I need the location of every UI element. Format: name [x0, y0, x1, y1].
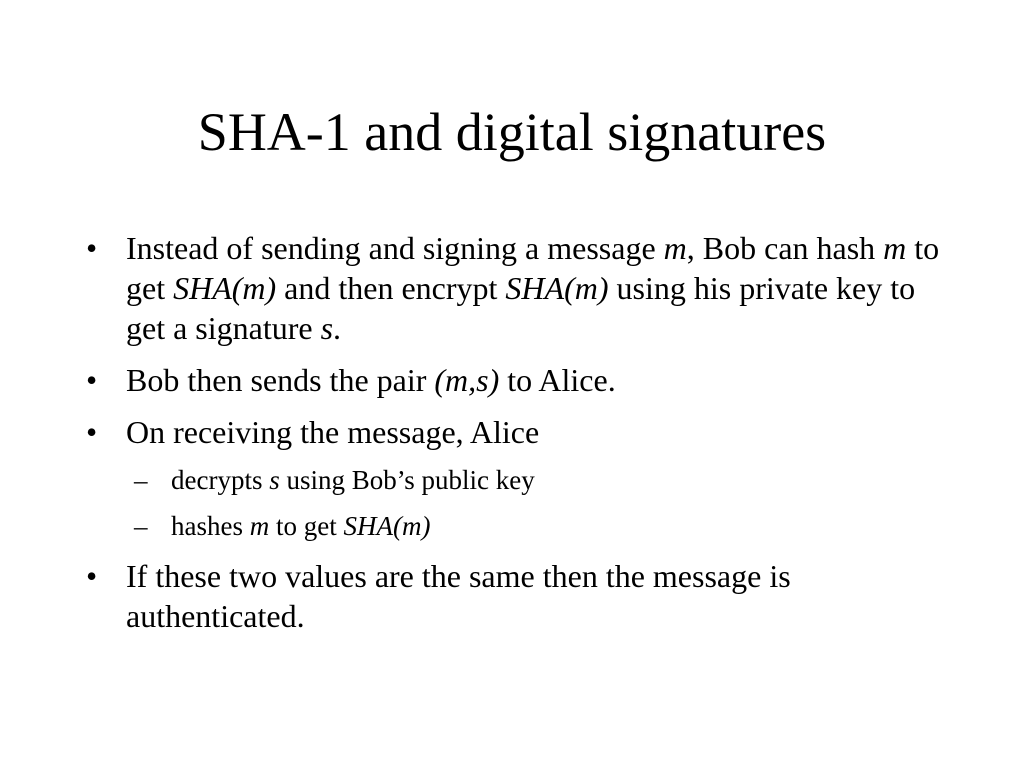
- text-run: using Bob’s public key: [279, 465, 535, 495]
- text-run: to Alice.: [499, 362, 616, 398]
- italic-text: SHA(m): [505, 270, 609, 306]
- dash-marker: –: [134, 465, 148, 495]
- bullet-marker: •: [86, 414, 98, 450]
- bullet-item: [86, 556, 946, 636]
- italic-text: s: [320, 310, 334, 346]
- italic-text: SHA(m): [343, 511, 431, 541]
- italic-text: s: [269, 465, 280, 495]
- bullet-marker: •: [86, 362, 98, 398]
- sub-bullet-item: [86, 464, 946, 496]
- bullet-marker: •: [86, 558, 98, 594]
- text-run: hashes: [171, 511, 250, 541]
- sub-bullet-text: [171, 465, 535, 495]
- bullet-text: [126, 414, 539, 450]
- bullet-text: [126, 362, 616, 398]
- italic-text: m: [249, 511, 270, 541]
- text-run: , Bob can hash: [686, 230, 884, 266]
- bullet-item: [86, 412, 946, 452]
- italic-text: (m,s): [434, 362, 500, 398]
- text-run: If these two values are the same then the message is authenticated.: [126, 558, 791, 634]
- italic-text: SHA(m): [173, 270, 277, 306]
- bullet-text: [126, 558, 791, 634]
- text-run: to get: [126, 230, 940, 306]
- bullet-marker: •: [86, 230, 98, 266]
- sub-bullet-list: [86, 464, 946, 542]
- bullet-item: [86, 228, 946, 348]
- text-run: On receiving the message, Alice: [126, 414, 540, 450]
- text-run: Instead of sending and signing a message: [126, 230, 664, 266]
- text-run: using his private key to get a signature: [126, 270, 916, 346]
- text-run: and then encrypt: [276, 270, 506, 306]
- slide-title: SHA-1 and digital signatures: [197, 102, 827, 162]
- text-run: Bob then sends the pair: [126, 362, 435, 398]
- sub-bullet-item: [86, 510, 946, 542]
- sub-bullet-text: [171, 511, 430, 541]
- bullet-text: [126, 230, 939, 346]
- text-run: .: [333, 310, 342, 346]
- text-run: to get: [269, 511, 344, 541]
- dash-marker: –: [134, 511, 148, 541]
- text-run: decrypts: [171, 465, 270, 495]
- bullet-item: [86, 360, 946, 400]
- bullet-list: [86, 228, 946, 648]
- italic-text: m: [663, 230, 687, 266]
- italic-text: m: [883, 230, 907, 266]
